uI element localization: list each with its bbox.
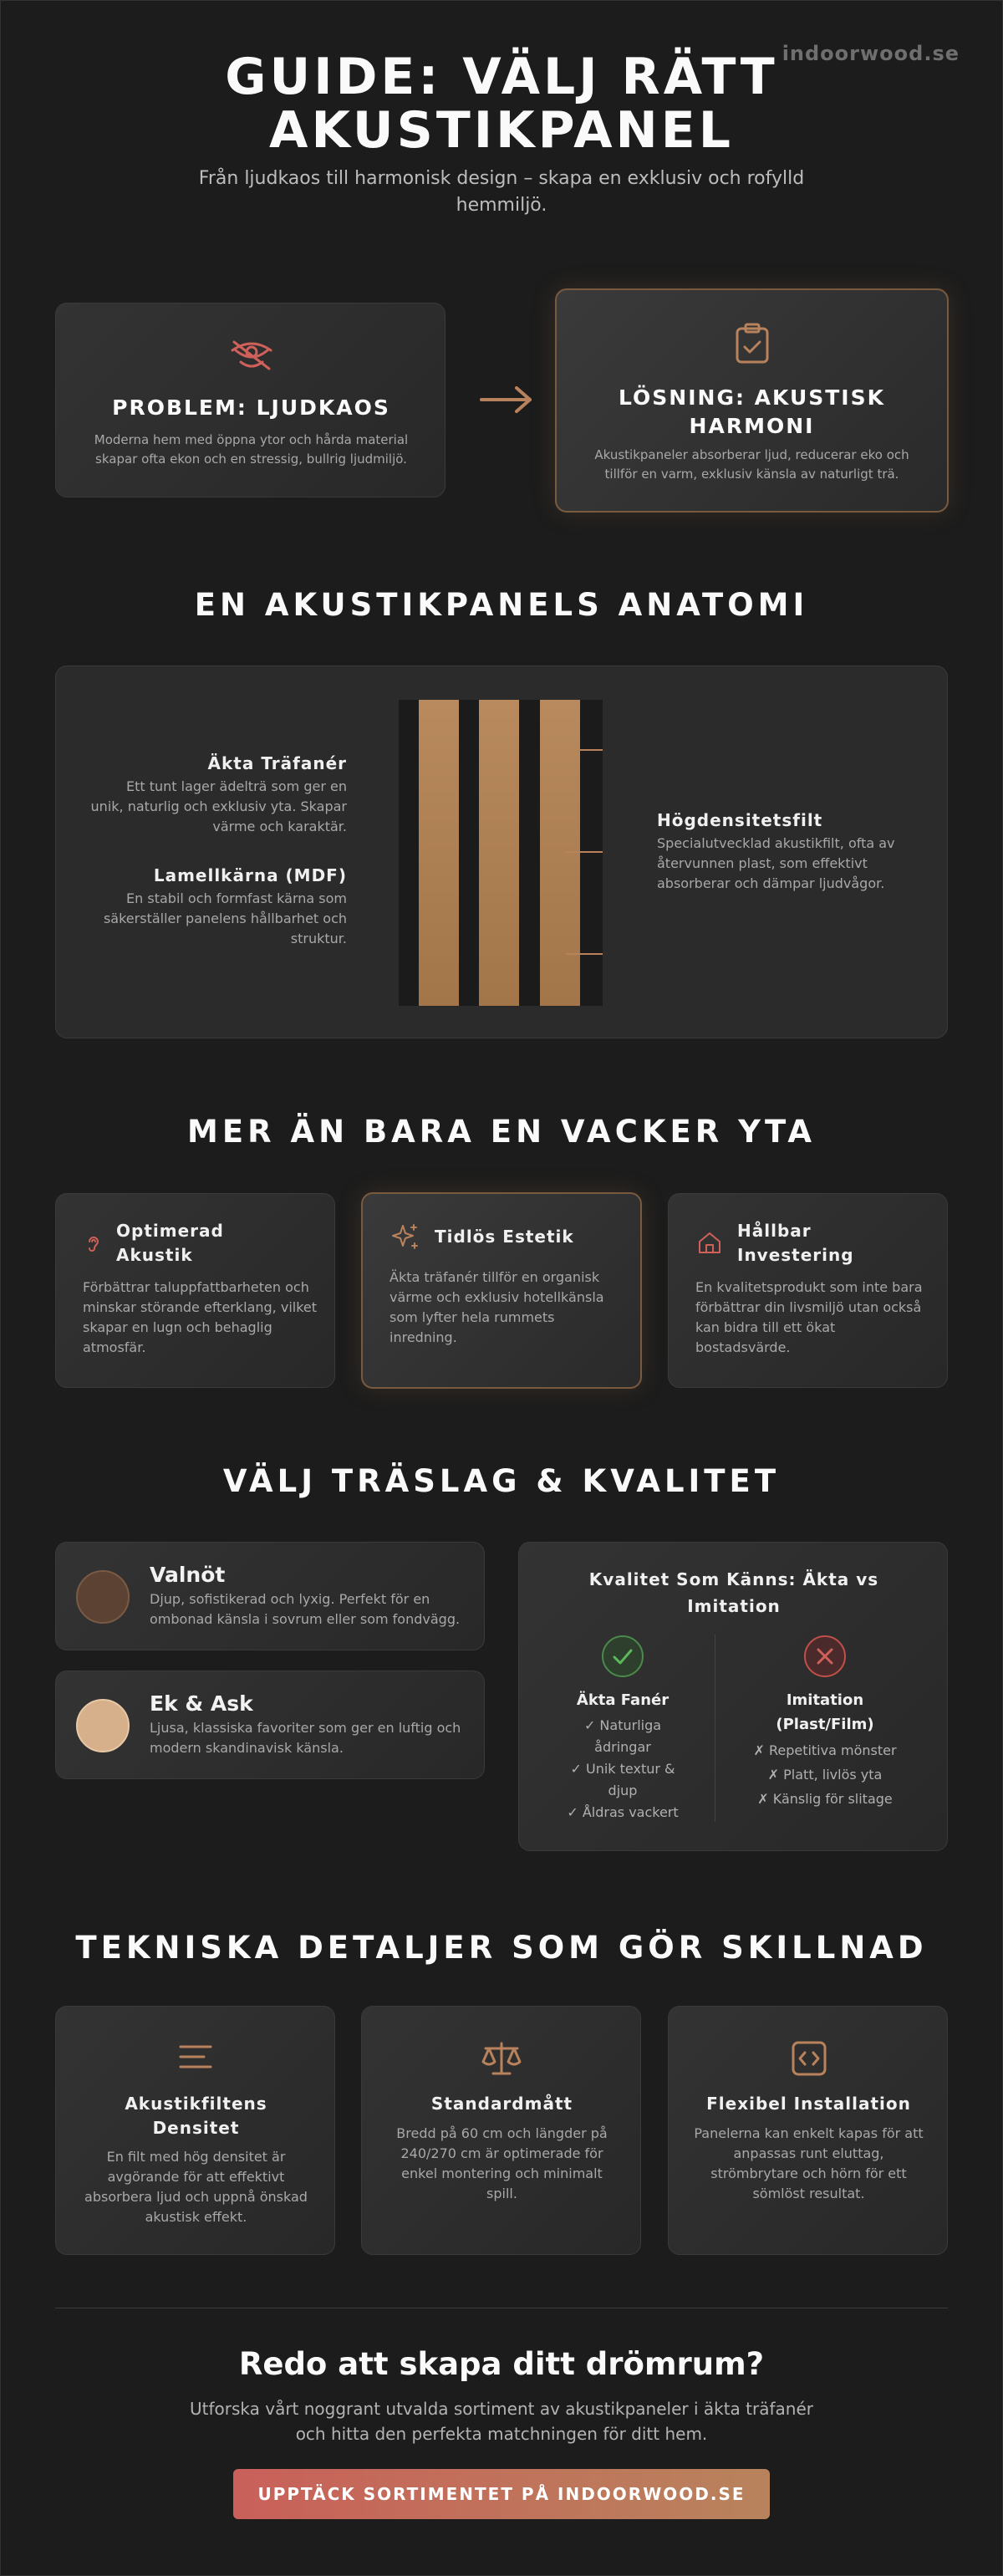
panel-illustration xyxy=(399,700,616,1006)
tech-card-density xyxy=(55,2006,335,2255)
compare-fake-title-line2: (Plast/Film) xyxy=(776,1716,874,1733)
feature-title-acoustics xyxy=(116,1219,224,1268)
brand-logo[interactable]: indoorwood.se xyxy=(782,42,960,65)
home-icon xyxy=(697,1231,722,1256)
feature-title-aesthetics: Tidlös Estetik xyxy=(435,1226,574,1247)
felt-title: Högdensitetsfilt xyxy=(657,810,823,830)
feature-title-acoustics-line1: Optimerad xyxy=(116,1221,224,1241)
feature-description-investment: En kvalitetsprodukt som inte bara förbättrar din livsmiljö utan också kan bidra till ett ökat bostadsvärde. xyxy=(695,1279,923,1355)
tech-title-density xyxy=(64,2092,328,2140)
cta-title: Redo att skapa ditt drömrum? xyxy=(238,2346,765,2382)
feature-card-investment xyxy=(668,1193,948,1388)
compare-real-point: ✓ Åldras vackert xyxy=(567,1804,679,1820)
problem-title: PROBLEM: LJUDKAOS xyxy=(112,395,390,420)
wood-card-walnut[interactable] xyxy=(55,1542,485,1650)
clipboard-check-icon xyxy=(734,322,771,365)
compare-fake-point: ✗ Känslig för slitage xyxy=(757,1791,893,1807)
veneer-title: Äkta Träfanér xyxy=(207,753,347,773)
technical-section-title: TEKNISKA DETALJER SOM GÖR SKILLNAD xyxy=(75,1930,928,1966)
feature-title-acoustics-line2: Akustik xyxy=(116,1245,193,1265)
quality-compare-card xyxy=(518,1542,948,1851)
solution-title-line1: LÖSNING: AKUSTISK xyxy=(619,385,885,410)
cta-button[interactable]: UPPTÄCK SORTIMENTET PÅ INDOORWOOD.SE xyxy=(233,2469,770,2519)
wood-name-oak-ash: Ek & Ask xyxy=(150,1691,253,1716)
tech-description-density: En filt med hög densitet är avgörande för att effektivt absorbera ljud och uppnå önskad akustisk effekt. xyxy=(84,2149,308,2225)
cta-subtitle: Utforska vårt noggrant utvalda sortiment av akustikpaneler i äkta träfanér och hitta den perfekta matchningen för ditt hem. xyxy=(190,2399,813,2444)
feature-card-aesthetics xyxy=(361,1192,642,1389)
tech-card-dimensions xyxy=(361,2006,641,2255)
solution-title-line2: HARMONI xyxy=(689,414,815,438)
code-icon xyxy=(791,2040,827,2077)
compare-title-line2: Imitation xyxy=(687,1596,781,1616)
core-title: Lamellkärna (MDF) xyxy=(153,865,347,885)
problem-description: Moderna hem med öppna ytor och hårda material skapar ofta ekon och en stressig, bullrig ljudmiljö. xyxy=(94,432,409,467)
compare-fake-point: ✗ Platt, livlös yta xyxy=(767,1767,883,1783)
core-description: En stabil och formfast kärna som säkerställer panelens hållbarhet och struktur. xyxy=(103,890,347,946)
compare-title xyxy=(536,1566,932,1620)
tech-title-installation: Flexibel Installation xyxy=(706,2094,911,2114)
walnut-swatch xyxy=(76,1570,130,1624)
compare-real-title: Äkta Fanér xyxy=(576,1691,670,1709)
oak-ash-swatch xyxy=(76,1699,130,1752)
hero-title-line1: GUIDE: VÄLJ RÄTT xyxy=(225,48,778,106)
tech-description-dimensions: Bredd på 60 cm och längder på 240/270 cm är optimerade för enkel montering och minimalt spill. xyxy=(396,2125,608,2201)
x-circle-icon xyxy=(803,1635,847,1678)
feature-description-acoustics: Förbättrar taluppfattbarheten och minskar störande efterklang, vilket skapar en lugn och behaglig atmosfär. xyxy=(83,1279,318,1355)
check-circle-icon xyxy=(601,1635,644,1678)
anatomy-card xyxy=(55,666,948,1038)
solution-card xyxy=(555,288,949,513)
wood-description-walnut: Djup, sofistikerad och lyxig. Perfekt för en ombonad känsla i sovrum eller som fondvägg. xyxy=(150,1591,461,1627)
sparkles-icon xyxy=(391,1222,420,1251)
compare-fake-title-line1: Imitation xyxy=(786,1691,864,1709)
feature-title-investment xyxy=(737,1219,854,1268)
felt-description: Specialutvecklad akustikfilt, ofta av återvunnen plast, som effektivt absorberar och dämpar ljudvågor. xyxy=(657,835,895,891)
tech-title-density-line1: Akustikfiltens xyxy=(125,2094,267,2114)
compare-title-line1: Kvalitet Som Känns: Äkta vs xyxy=(588,1569,879,1589)
solution-title xyxy=(557,384,947,441)
wood-section-title: VÄLJ TRÄSLAG & KVALITET xyxy=(222,1463,781,1499)
scale-icon xyxy=(481,2040,522,2077)
compare-fake-point: ✗ Repetitiva mönster xyxy=(753,1742,897,1758)
ear-off-icon xyxy=(229,339,274,372)
feature-description-aesthetics: Äkta träfanér tillför en organisk värme och exklusiv hotellkänsla som lyfter hela rummets inredning. xyxy=(389,1269,604,1345)
wood-description-oak-ash: Ljusa, klassiska favoriter som ger en luftig och modern skandinavisk känsla. xyxy=(150,1720,461,1756)
hero-title-line2: AKUSTIKPANEL xyxy=(269,101,734,160)
compare-fake-list xyxy=(733,1738,917,1811)
arrow-right-icon xyxy=(478,383,535,416)
feature-title-investment-line2: Investering xyxy=(737,1245,854,1265)
feature-title-investment-line1: Hållbar xyxy=(737,1221,812,1241)
wood-card-oak-ash[interactable] xyxy=(55,1671,485,1779)
compare-fake-title xyxy=(741,1688,909,1737)
anatomy-section-title: EN AKUSTIKPANELS ANATOMI xyxy=(194,587,809,623)
hero-title xyxy=(0,48,1003,160)
veneer-description: Ett tunt lager ädelträ som ger en unik, naturlig och exklusiv yta. Skapar värme och karaktär. xyxy=(90,778,347,834)
tech-description-installation: Panelerna kan enkelt kapas för att anpassas runt eluttag, strömbrytare och hörn för ett sömlöst resultat. xyxy=(694,2125,924,2201)
ear-icon xyxy=(84,1234,103,1252)
compare-real-point: ✓ Naturliga ådringar xyxy=(583,1717,662,1755)
hero-subtitle: Från ljudkaos till harmonisk design – skapa en exklusiv och rofylld hemmiljö. xyxy=(198,168,805,216)
features-section-title: MER ÄN BARA EN VACKER YTA xyxy=(187,1114,816,1150)
compare-real-point: ✓ Unik textur & djup xyxy=(570,1761,675,1798)
tech-title-dimensions: Standardmått xyxy=(430,2094,573,2114)
problem-card xyxy=(55,303,445,497)
lines-icon xyxy=(177,2042,214,2075)
tech-card-installation xyxy=(668,2006,948,2255)
feature-card-acoustics xyxy=(55,1193,335,1388)
compare-real-list xyxy=(556,1715,690,1824)
wood-name-walnut: Valnöt xyxy=(150,1563,226,1587)
solution-description: Akustikpaneler absorberar ljud, reducerar eko och tillför en varm, exklusiv känsla av naturligt trä. xyxy=(594,447,909,482)
tech-title-density-line2: Densitet xyxy=(152,2118,240,2138)
